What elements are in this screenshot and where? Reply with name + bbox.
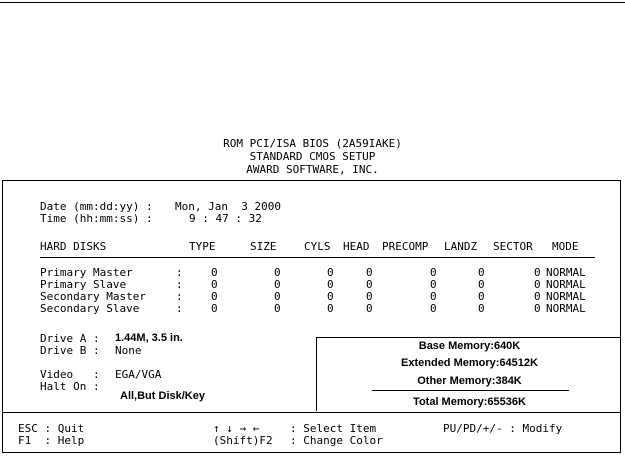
bios-title: ROM PCI/ISA BIOS (2A59IAKE): [223, 137, 402, 150]
disk-cyls: 0: [327, 302, 334, 315]
esc-quit-hint: ESC : Quit: [18, 422, 85, 435]
disk-mode[interactable]: NORMAL: [546, 290, 586, 303]
change-color-hint: : Change Color: [290, 434, 383, 447]
footer-separator: [2, 412, 621, 413]
disk-size: 0: [274, 302, 281, 315]
disk-type[interactable]: 0: [211, 302, 218, 315]
landz-header: LANDZ: [444, 240, 478, 253]
total-memory: Total Memory:65536K: [413, 396, 526, 408]
disk-cyls: 0: [327, 278, 334, 291]
disk-name: Secondary Slave: [40, 302, 140, 315]
other-memory: Other Memory:384K: [417, 375, 522, 387]
disk-head: 0: [366, 290, 373, 303]
disk-mode[interactable]: NORMAL: [546, 266, 586, 279]
halt-on-label: Halt On :: [40, 380, 100, 393]
disk-colon: :: [176, 302, 183, 315]
date-field[interactable]: Mon, Jan 3 2000: [175, 200, 281, 213]
disk-size: 0: [274, 278, 281, 291]
setup-title: STANDARD CMOS SETUP: [249, 150, 376, 163]
disk-precomp: 0: [430, 278, 437, 291]
disk-name: Primary Master: [40, 266, 133, 279]
disk-mode[interactable]: NORMAL: [546, 302, 586, 315]
drive-b-label: Drive B :: [40, 344, 100, 357]
disk-precomp: 0: [430, 290, 437, 303]
drive-a-label: Drive A :: [40, 332, 100, 345]
disk-sector: 0: [534, 278, 541, 291]
extended-memory: Extended Memory:64512K: [401, 357, 538, 369]
arrow-keys-icon: ↑ ↓ → ←: [213, 422, 260, 435]
base-memory: Base Memory:640K: [418, 340, 521, 352]
video-label: Video :: [40, 368, 100, 381]
head-header: HEAD: [343, 240, 370, 253]
disk-sector: 0: [534, 290, 541, 303]
disk-colon: :: [176, 290, 183, 303]
disk-head: 0: [366, 266, 373, 279]
disk-name: Secondary Master: [40, 290, 146, 303]
top-rule: [0, 2, 625, 3]
precomp-header: PRECOMP: [382, 240, 429, 253]
time-label: Time (hh:mm:ss) :: [40, 212, 153, 225]
size-header: SIZE: [250, 240, 277, 253]
date-label: Date (mm:dd:yy) :: [40, 200, 153, 213]
halt-on-field[interactable]: All,But Disk/Key: [120, 390, 205, 402]
disk-head: 0: [366, 302, 373, 315]
disk-colon: :: [176, 266, 183, 279]
disk-size: 0: [274, 290, 281, 303]
disk-cyls: 0: [327, 290, 334, 303]
cyls-header: CYLS: [304, 240, 331, 253]
disk-landz: 0: [478, 302, 485, 315]
disk-landz: 0: [478, 290, 485, 303]
disk-name: Primary Slave: [40, 278, 127, 291]
disk-precomp: 0: [430, 266, 437, 279]
memory-summary-box: [316, 337, 621, 411]
shift-f2-key: (Shift)F2: [213, 434, 273, 447]
modify-hint: PU/PD/+/- : Modify: [443, 422, 563, 435]
hard-disks-header: HARD DISKS: [40, 240, 107, 253]
disk-size: 0: [274, 266, 281, 279]
vendor-name: AWARD SOFTWARE, INC.: [246, 163, 379, 176]
disk-type[interactable]: 0: [211, 266, 218, 279]
mode-header: MODE: [552, 240, 579, 253]
disk-mode[interactable]: NORMAL: [546, 278, 586, 291]
disk-precomp: 0: [430, 302, 437, 315]
disk-type[interactable]: 0: [211, 290, 218, 303]
type-header: TYPE: [189, 240, 216, 253]
sector-header: SECTOR: [493, 240, 533, 253]
disk-sector: 0: [534, 302, 541, 315]
video-field[interactable]: EGA/VGA: [115, 368, 162, 381]
time-field[interactable]: 9 : 47 : 32: [189, 212, 262, 225]
disk-type[interactable]: 0: [211, 278, 218, 291]
f1-help-hint: F1 : Help: [18, 434, 85, 447]
disk-cyls: 0: [327, 266, 334, 279]
memory-total-separator: [372, 390, 569, 391]
disk-header-separator: [40, 257, 595, 258]
disk-sector: 0: [534, 266, 541, 279]
select-item-hint: : Select Item: [290, 422, 377, 435]
disk-landz: 0: [478, 278, 485, 291]
disk-colon: :: [176, 278, 183, 291]
disk-head: 0: [366, 278, 373, 291]
drive-a-field[interactable]: 1.44M, 3.5 in.: [115, 332, 183, 344]
disk-landz: 0: [478, 266, 485, 279]
drive-b-field[interactable]: None: [115, 344, 142, 357]
